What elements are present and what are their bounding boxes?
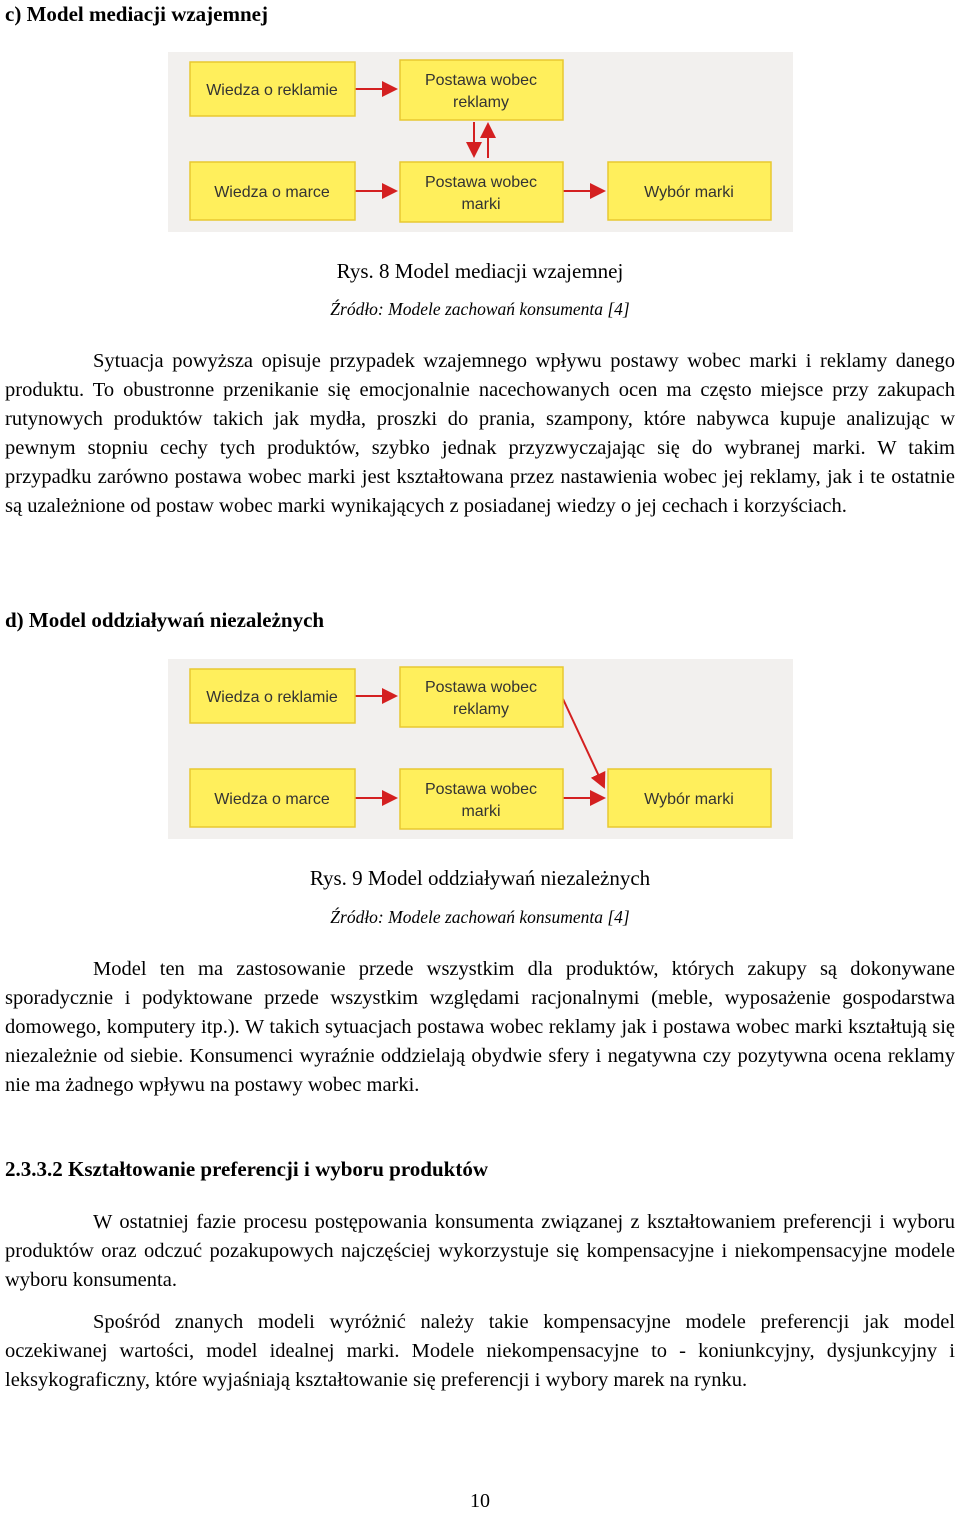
section-heading-c: c) Model mediacji wzajemnej bbox=[5, 2, 268, 26]
section-heading-d: d) Model oddziaływań niezależnych bbox=[5, 608, 325, 632]
figure-9-caption: Rys. 9 Model oddziaływań niezależnych bbox=[309, 866, 651, 890]
box-wybor-marki bbox=[608, 162, 771, 220]
figure-8-source: Źródło: Modele zachowań konsumenta [4] bbox=[330, 299, 630, 319]
arrow-postawa-reklamy-to-wybor-marki bbox=[563, 699, 604, 787]
paragraph-independent-influences: Model ten ma zastosowanie przede wszystkim dla produktów, których zakupy są dokonywane sporadycznie i podyktowane przede wszystkim względami racjonalnymi (meble, wyposażenie gospodarstwa domowego, komputery itp.). W takich sytuacjach postawa wobec reklamy jak i postawa wobec marki kształtują się niezależnie od siebie. Konsumenci wyraźnie oddzielają obydwie sfery i negatywna czy pozytywna ocena reklamy nie ma żadnego wpływu na postawy wobec marki. bbox=[5, 958, 955, 1096]
box-postawa-wobec-marki bbox=[400, 162, 563, 222]
section-heading-2-3-3-2: 2.3.3.2 Kształtowanie preferencji i wyboru produktów bbox=[5, 1157, 488, 1181]
svg-text:Postawa wobec: Postawa wobec bbox=[424, 72, 538, 89]
svg-text:marki: marki bbox=[461, 196, 501, 213]
svg-text:Postawa wobec: Postawa wobec bbox=[424, 679, 538, 696]
svg-text:marki: marki bbox=[461, 803, 501, 820]
box-postawa-wobec-reklamy bbox=[400, 667, 563, 727]
figure-8-caption: Rys. 8 Model mediacji wzajemnej bbox=[336, 259, 624, 283]
svg-text:reklamy: reklamy bbox=[452, 94, 510, 111]
svg-text:Postawa wobec: Postawa wobec bbox=[424, 781, 538, 798]
svg-text:Wybór marki: Wybór marki bbox=[644, 184, 734, 201]
box-wiedza-o-reklamie bbox=[190, 669, 355, 723]
svg-text:Wiedza o reklamie: Wiedza o reklamie bbox=[206, 82, 338, 99]
paragraph-preference-formation: W ostatniej fazie procesu postępowania konsumenta związanej z kształtowaniem preferencji i wyboru produktów oraz odczuć pozakupowych najczęściej wykorzystuje się kompensacyjne i niekompensacyjne modele wyboru konsumenta. bbox=[5, 1211, 955, 1291]
box-wybor-marki bbox=[608, 769, 771, 827]
svg-text:Postawa wobec: Postawa wobec bbox=[424, 174, 538, 191]
svg-text:Wiedza o marce: Wiedza o marce bbox=[214, 184, 330, 201]
svg-text:Wybór marki: Wybór marki bbox=[644, 791, 734, 808]
page-number: 10 bbox=[470, 1490, 490, 1512]
figure-mutual-mediation-diagram bbox=[168, 52, 793, 232]
figure-9-source: Źródło: Modele zachowań konsumenta [4] bbox=[330, 907, 630, 927]
svg-text:Wiedza o reklamie: Wiedza o reklamie bbox=[206, 689, 338, 706]
figure-independent-influences-diagram bbox=[168, 659, 793, 839]
paragraph-mutual-mediation: Sytuacja powyższa opisuje przypadek wzajemnego wpływu postawy wobec marki i reklamy danego produktu. To obustronne przenikanie się emocjonalnie nacechowanych ocen ma często miejsce przy zakupach rutynowych produktów takich jak mydła, proszki do prania, szampony, które nabywca kupuje analizując w pewnym stopniu cechy tych produktów, szybko jednak przyzwyczajając się do wybranej marki. W takim przypadku zarówno postawa wobec marki jest kształtowana przez nastawienia wobec jej reklamy, jak i te ostatnie są uzależnione od postaw wobec marki wynikających z posiadanej wiedzy o jej cechach i korzyściach. bbox=[5, 350, 955, 517]
box-wiedza-o-marce bbox=[190, 769, 355, 827]
box-wiedza-o-marce bbox=[190, 162, 355, 220]
box-postawa-wobec-reklamy bbox=[400, 60, 563, 120]
box-postawa-wobec-marki bbox=[400, 769, 563, 829]
box-wiedza-o-reklamie bbox=[190, 62, 355, 116]
paragraph-compensatory-models: Spośród znanych modeli wyróżnić należy takie kompensacyjne modele preferencji jak model oczekiwanej wartości, model idealnej marki. Modele niekompensacyjne to - koniunkcyjny, dysjunkcyjny i leksykograficzny, które wyjaśniają kształtowanie się preferencji i wybory marek na rynku. bbox=[5, 1311, 955, 1391]
svg-text:Wiedza o marce: Wiedza o marce bbox=[214, 791, 330, 808]
svg-text:reklamy: reklamy bbox=[452, 701, 510, 718]
